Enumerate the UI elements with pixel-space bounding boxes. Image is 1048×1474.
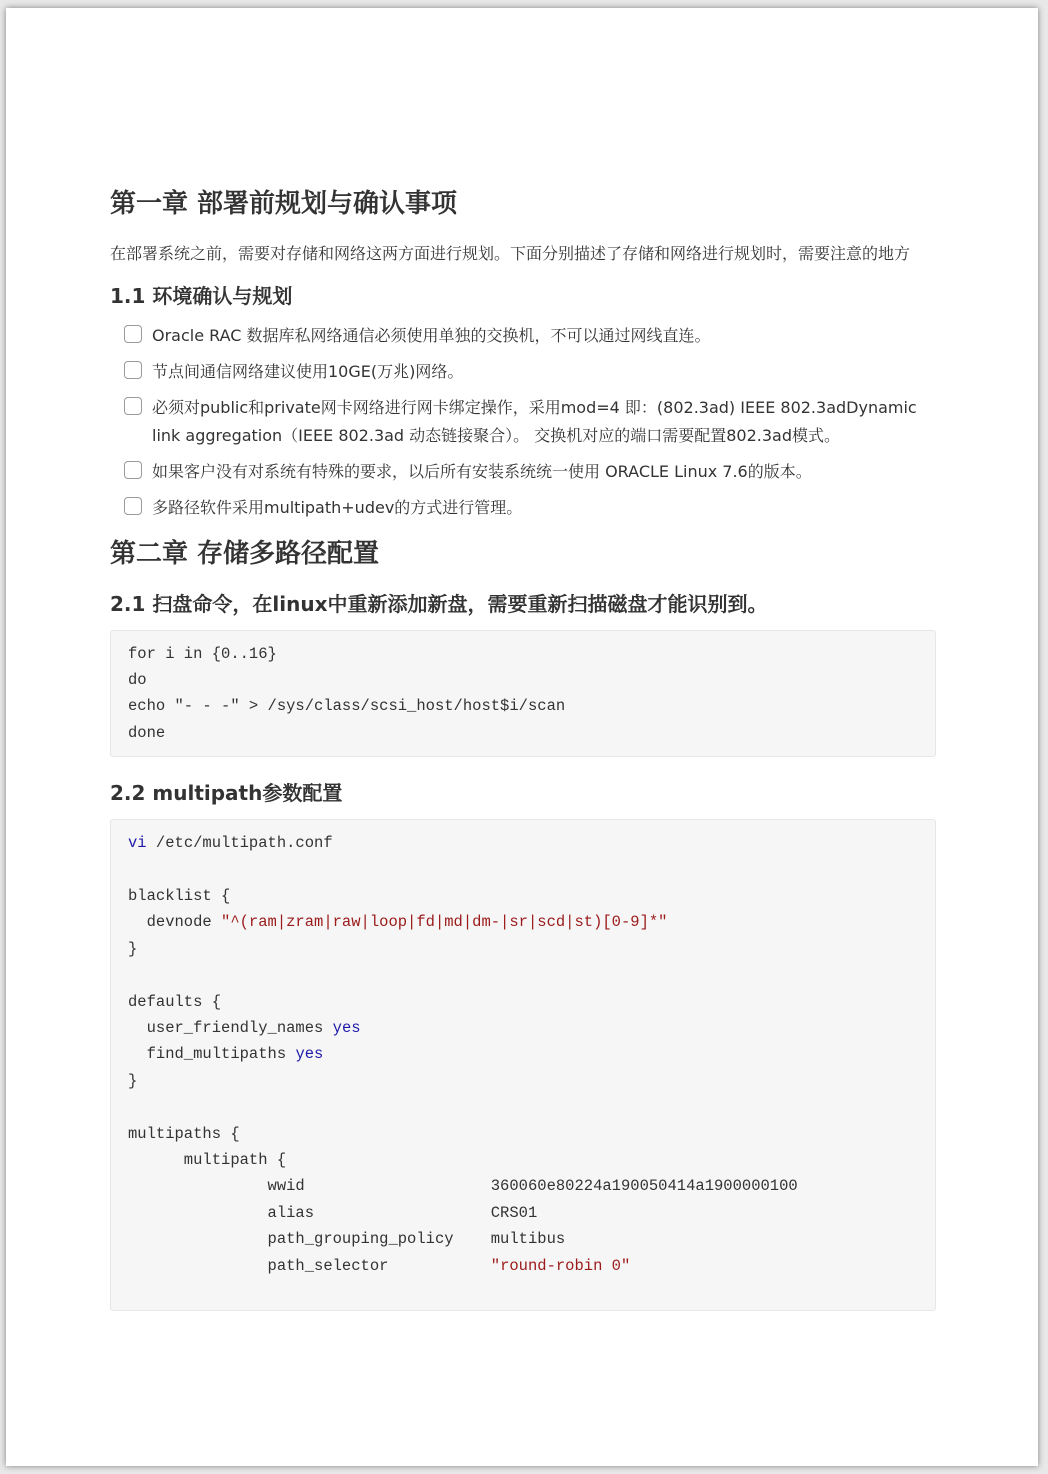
code-line: multipaths { [128,1124,240,1143]
document-content [110,188,936,1333]
code-line [128,1041,918,1067]
code-text: user_friendly_names [128,1019,333,1038]
code-text: path_selector [128,1256,491,1275]
task-list [110,322,936,522]
task-text: 如果客户没有对系统有特殊的要求，以后所有安装系统统一使用 ORACLE Linux 7.6的版本。 [152,461,812,481]
code-line: do [128,671,147,689]
checkbox[interactable] [124,461,142,479]
checkbox[interactable] [124,361,142,379]
task-item [124,494,936,522]
code-blank-line [128,857,918,883]
task-item [124,458,936,486]
checkbox[interactable] [124,325,142,343]
task-item [124,394,936,450]
multipath-code-block [110,819,936,1311]
code-text: devnode [128,913,222,932]
code-line: blacklist { [128,887,231,906]
code-line: } [128,1071,138,1090]
chapter1-intro: 在部署系统之前，需要对存储和网络这两方面进行规划。下面分别描述了存储和网络进行规划时，需要注意的地方 [110,243,911,263]
code-line: multipath { [128,1151,287,1170]
code-line [128,909,918,935]
code-line: echo "- - -" > /sys/class/scsi_host/host$i/scan [128,697,566,716]
task-item [124,358,936,386]
code-text: /etc/multipath.conf [146,834,333,853]
checkbox[interactable] [124,497,142,515]
section-2-2-title: 2.2 multipath参数配置 [110,781,343,806]
code-line: } [128,939,138,958]
section-2-1-title: 2.1 扫盘命令，在linux中重新添加新盘，需要重新扫描磁盘才能识别到。 [110,591,768,616]
code-keyword: yes [332,1019,361,1038]
checkbox[interactable] [124,397,142,415]
code-line [128,1015,918,1041]
code-string: "round-robin 0" [490,1256,631,1275]
code-line: for i in {0..16} [128,644,277,663]
code-string: "^(ram|zram|raw|loop|fd|md|dm-|sr|scd|st)[0-9]*" [221,913,668,932]
chapter2-title: 第二章 存储多路径配置 [110,538,380,569]
chapter1-title: 第一章 部署前规划与确认事项 [110,189,458,219]
task-text: 多路径软件采用multipath+udev的方式进行管理。 [152,497,523,517]
code-keyword: yes [295,1045,324,1064]
code-line [128,830,918,856]
task-text: Oracle RAC 数据库私网络通信必须使用单独的交换机，不可以通过网线直连。 [152,325,711,345]
document-page [6,8,1038,1466]
code-text: find_multipaths [128,1045,296,1064]
task-text: 节点间通信网络建议使用10GE(万兆)网络。 [152,361,464,381]
task-text: 必须对public和private网卡网络进行网卡绑定操作，采用mod=4 即：(802.3ad) IEEE 802.3adDynamic link aggregation（IEEE 802.3ad 动态链接聚合）。 交换机对应的端口需要配置802.3ad模式。 [152,397,917,445]
code-line: wwid 360060e80224a190050414a1900000100 [128,1177,798,1196]
task-item [124,322,936,350]
scan-code-block [110,630,936,758]
code-blank-line [128,1094,918,1120]
code-keyword: vi [128,834,147,853]
code-line: alias CRS01 [128,1203,538,1222]
code-line: path_grouping_policy multibus [128,1230,566,1249]
code-blank-line [128,962,918,988]
code-line: defaults { [128,992,222,1011]
code-line: done [128,723,166,742]
code-line [128,1253,918,1279]
section-1-1-title: 1.1 环境确认与规划 [110,283,293,308]
